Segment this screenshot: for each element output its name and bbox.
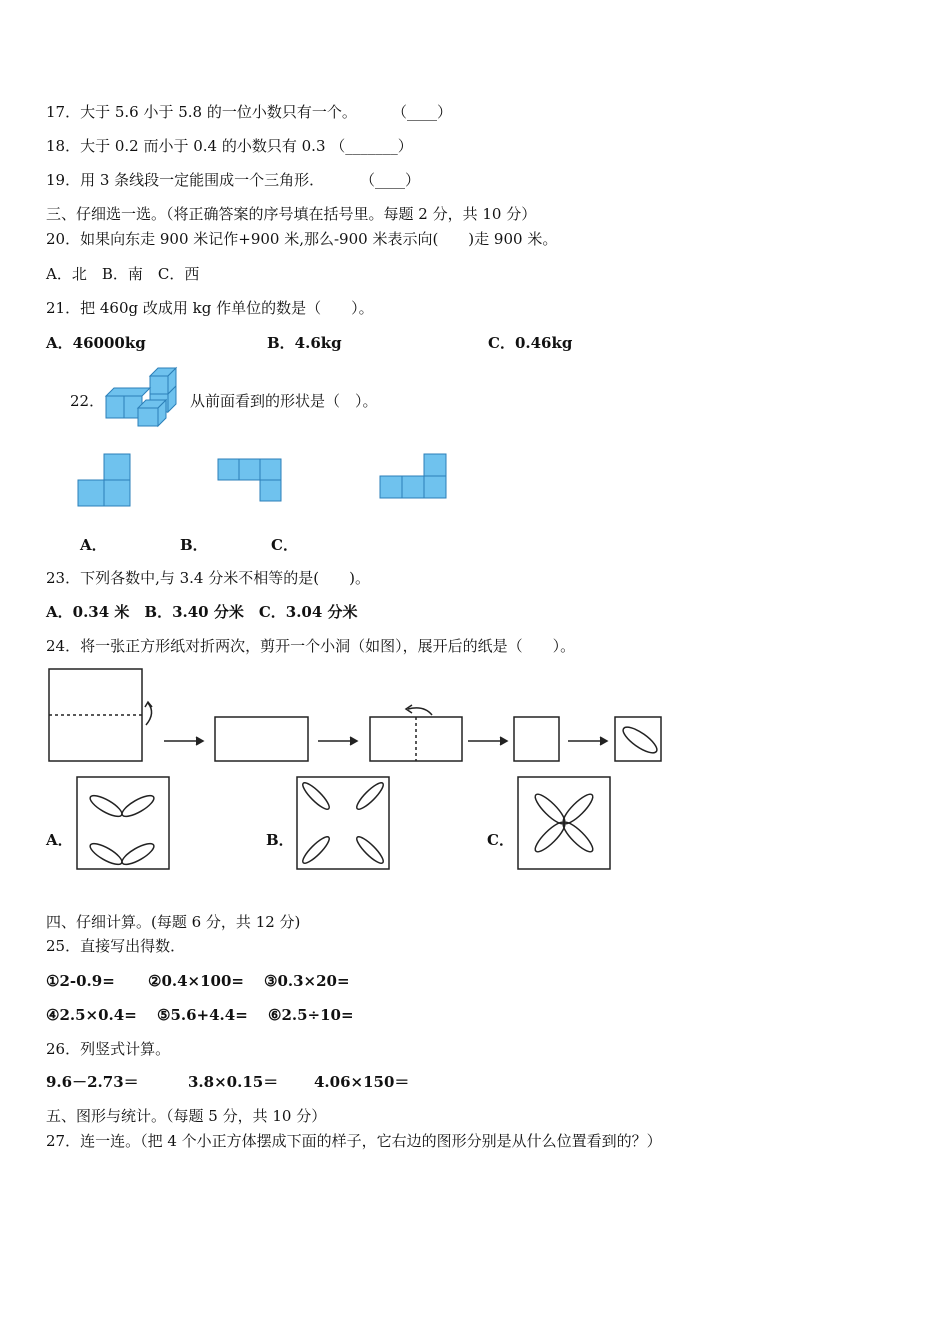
q19-text: 19．用 3 条线段一定能围成一个三角形． xyxy=(46,171,325,189)
q20-text: 20．如果向东走 900 米记作+900 米,那么-900 米表示向( )走 900 米。 xyxy=(46,230,558,248)
q25-expr-4: ④2.5×0.4= xyxy=(46,1006,137,1024)
q22-option-c-shape[interactable] xyxy=(380,454,446,499)
q22-option-c[interactable]: C． xyxy=(271,536,298,554)
q21-option-a[interactable]: A．46000kg xyxy=(46,334,146,352)
q22-text: 从前面看到的形状是（ ）。 xyxy=(190,392,378,410)
paper-cut-square xyxy=(615,717,661,761)
q26-expr-2: 3.8×0.15＝ xyxy=(188,1073,279,1091)
q22-number: 22． xyxy=(70,392,105,410)
arrow-head-icon xyxy=(196,737,203,745)
section-5-title: 五、图形与统计。（每题 5 分，共 10 分） xyxy=(46,1107,327,1125)
arrow-head-icon xyxy=(500,737,507,745)
q25-expr-3: ③0.3×20= xyxy=(264,972,350,990)
q24-option-b[interactable]: B． xyxy=(266,831,294,849)
q17-answer-blank[interactable]: （____） xyxy=(392,103,453,121)
q24-option-b-shape[interactable] xyxy=(296,776,390,870)
q22-option-a[interactable]: A． xyxy=(80,536,107,554)
q19-answer-blank[interactable]: （____） xyxy=(360,171,421,189)
q24-option-c[interactable]: C． xyxy=(487,831,514,849)
q25-expr-6: ⑥2.5÷10= xyxy=(268,1006,354,1024)
q24-folding-diagram xyxy=(46,665,666,765)
q18-text: 18．大于 0.2 而小于 0.4 的小数只有 0.3 （_______） xyxy=(46,137,413,155)
arrow-head-icon xyxy=(350,737,357,745)
q26-expr-1: 9.6－2.73＝ xyxy=(46,1073,139,1091)
q24-option-a[interactable]: A． xyxy=(46,831,73,849)
q27-text: 27．连一连。（把 4 个小正方体摆成下面的样子，它右边的图形分别是从什么位置看到的？） xyxy=(46,1132,662,1150)
cube-front-face xyxy=(138,408,158,426)
section-3-title: 三、仔细选一选。（将正确答案的序号填在括号里。每题 2 分，共 10 分） xyxy=(46,205,537,223)
fold-arrow-icon xyxy=(408,708,432,715)
q17-text: 17．大于 5.6 小于 5.8 的一位小数只有一个。 xyxy=(46,103,357,121)
q21-option-c[interactable]: C．0.46kg xyxy=(488,334,573,352)
q21-text: 21．把 460g 改成用 kg 作单位的数是（ ）。 xyxy=(46,299,374,317)
arrow-head-icon xyxy=(600,737,607,745)
cut-hole-leaf xyxy=(620,723,661,757)
q24-option-c-shape[interactable] xyxy=(517,776,611,870)
q26-text: 26．列竖式计算。 xyxy=(46,1040,171,1058)
q25-text: 25．直接写出得数． xyxy=(46,937,186,955)
paper-small-square xyxy=(514,717,559,761)
q24-text: 24．将一张正方形纸对折两次，剪开一个小洞（如图），展开后的纸是（ ）。 xyxy=(46,637,576,655)
q25-expr-1: ①2-0.9= xyxy=(46,972,115,990)
q22-option-b[interactable]: B． xyxy=(180,536,208,554)
cube-front-face xyxy=(150,376,168,394)
q23-text: 23．下列各数中,与 3.4 分米不相等的是( )。 xyxy=(46,569,370,587)
paper-rectangle xyxy=(215,717,308,761)
q22-cube-stack-figure xyxy=(104,364,186,426)
q22-option-b-shape[interactable] xyxy=(218,459,281,502)
q20-options: A．北 B．南 C．西 xyxy=(46,265,200,283)
q24-option-a-shape[interactable] xyxy=(76,776,170,870)
q21-option-b[interactable]: B．4.6kg xyxy=(267,334,342,352)
cube-front-face xyxy=(106,396,124,418)
q25-expr-5: ⑤5.6+4.4= xyxy=(157,1006,248,1024)
q26-expr-3: 4.06×150＝ xyxy=(314,1073,410,1091)
q23-options: A．0.34 米 B．3.40 分米 C．3.04 分米 xyxy=(46,603,358,621)
q25-expr-2: ②0.4×100= xyxy=(148,972,244,990)
cube-top-face xyxy=(106,388,150,396)
section-4-title: 四、仔细计算。(每题 6 分，共 12 分) xyxy=(46,913,301,931)
q22-option-a-shape[interactable] xyxy=(78,454,130,507)
